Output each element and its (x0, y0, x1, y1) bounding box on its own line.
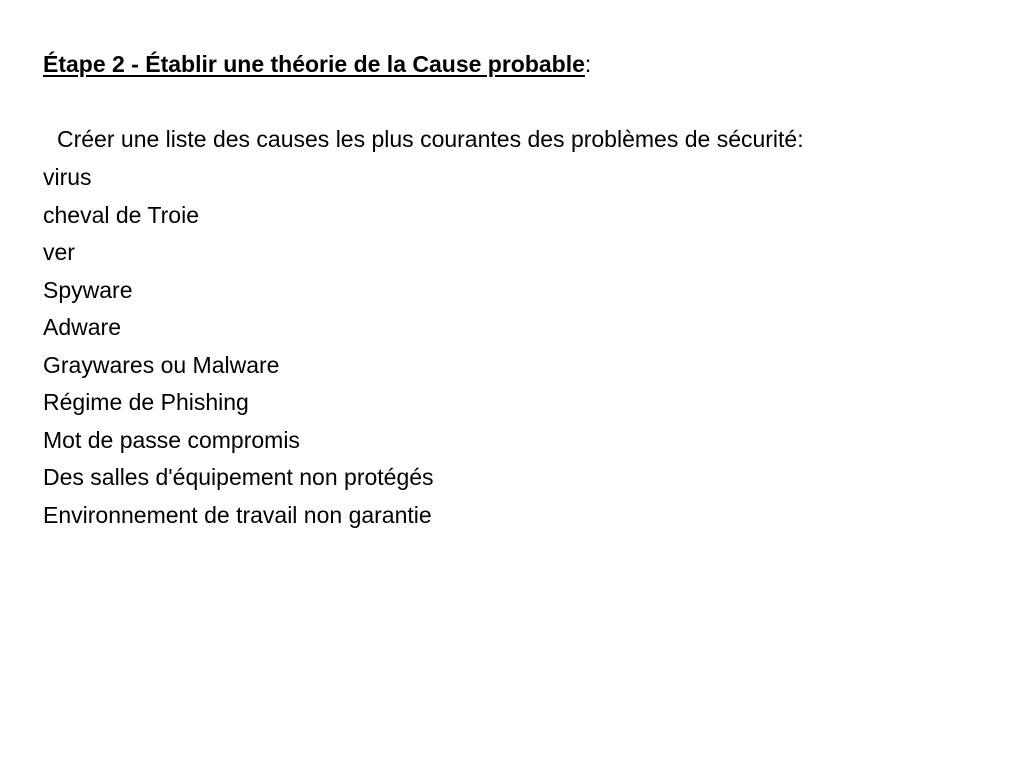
intro-text: Créer une liste des causes les plus courantes des problèmes de sécurité: (57, 126, 804, 152)
heading-title: Étape 2 - Établir une théorie de la Cause probable (43, 51, 585, 77)
cause-item-phishing: Régime de Phishing (43, 389, 249, 415)
cause-item-unsecured-work-environment: Environnement de travail non garantie (43, 501, 432, 528)
cause-list (43, 162, 434, 537)
cause-item-unprotected-equipment-rooms: Des salles d'équipement non protégés (43, 464, 434, 490)
slide-heading (43, 49, 591, 79)
cause-item-virus: virus (43, 164, 92, 190)
cause-item-trojan: cheval de Troie (43, 201, 199, 228)
intro-paragraph (43, 124, 804, 154)
cause-item-grayware-malware: Graywares ou Malware (43, 351, 280, 378)
cause-item-compromised-password: Mot de passe compromis (43, 426, 300, 453)
cause-item-spyware: Spyware (43, 276, 133, 303)
heading-colon: : (584, 51, 592, 77)
cause-item-worm: ver (43, 239, 75, 265)
cause-item-adware: Adware (43, 314, 121, 340)
